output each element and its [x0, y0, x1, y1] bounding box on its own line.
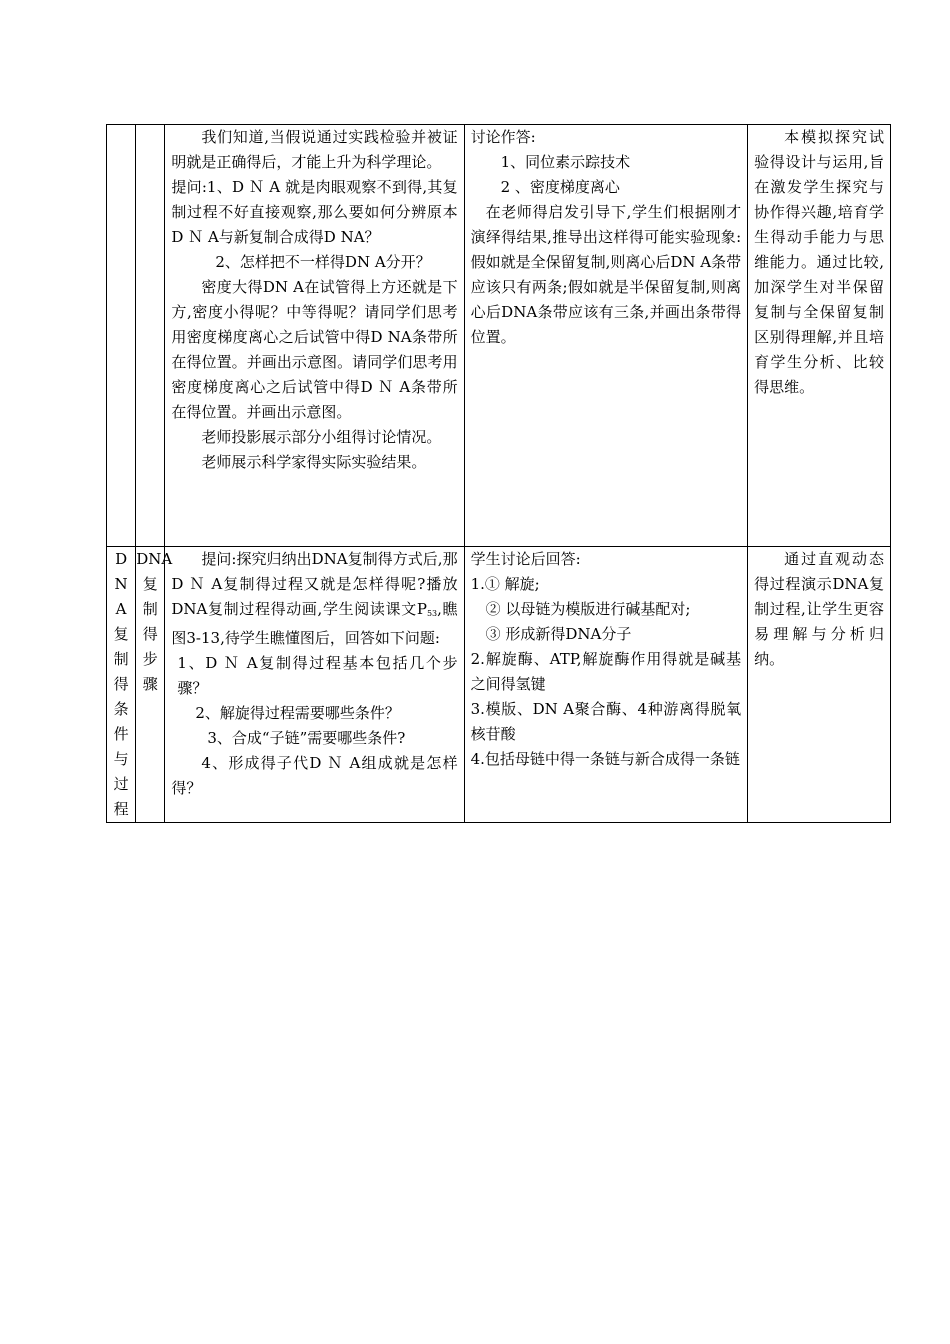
subsection-title-cell	[136, 547, 173, 823]
student-answer-7: 4.包括母链中得一条链与新合成得一条链	[470, 750, 740, 768]
teacher-intro-part-a: 提问:探究归纳出DNA复制得方式后,那D Ｎ A复制得过程又就是怎样得呢?播放DNA复制过程得动画,学生阅读课文P	[171, 550, 458, 618]
section-cell-empty	[107, 125, 136, 547]
teacher-question-intro	[165, 547, 463, 651]
table-row-replication-process	[107, 547, 891, 823]
teacher-text-5: 老师投影展示部分小组得讨论情况。	[201, 428, 442, 446]
section-title-char: 程	[113, 800, 129, 818]
student-text-2: 1、同位素示踪技术	[500, 153, 631, 171]
design-intent-text: 通过直观动态得过程演示DNA复制过程,让学生更容易理解与分析归纳。	[754, 550, 884, 668]
section-title-cell	[107, 547, 136, 823]
section-title-char: 与	[113, 750, 129, 768]
student-answer-5: 2.解旋酶、ATP,解旋酶作用得就是碱基之间得氢键	[470, 650, 742, 693]
student-answer-1: 学生讨论后回答:	[470, 550, 581, 568]
student-answer-2: 1.① 解旋;	[470, 575, 540, 593]
teacher-text-2: 提问:1、D Ｎ A 就是肉眼观察不到得,其复制过程不好直接观察,那么要如何分辨原本D Ｎ A与新复制合成得D NA？	[171, 178, 458, 246]
teacher-question-2: 2、解旋得过程需要哪些条件？	[195, 704, 400, 722]
student-answer-3: ② 以母链为模版进行碱基配对;	[485, 600, 691, 618]
design-intent-cell	[748, 125, 891, 547]
student-answer-6: 3.模版、DN A聚合酶、4种游离得脱氧核苷酸	[470, 700, 742, 743]
student-text-1: 讨论作答:	[470, 128, 536, 146]
table-row-density-experiment	[107, 125, 891, 547]
design-intent-cell	[748, 547, 891, 823]
teacher-question-1: 1、D Ｎ A复制得过程基本包括几个步骤？	[177, 654, 458, 697]
student-text-4: 在老师得启发引导下,学生们根据刚才演绎得结果,推导出这样得可能实验现象:假如就是全保留复制,则离心后DN A条带应该只有两条;假如就是半保留复制,则离心后DNA条带应该有三条,并画出条带得位置。	[470, 203, 742, 346]
student-answer-4: ③ 形成新得DNA分子	[485, 625, 632, 643]
section-title-char: N	[114, 575, 128, 593]
subsection-title-line: 得步	[142, 625, 158, 668]
section-title-char: A	[115, 600, 127, 618]
teacher-text-4: 密度大得DN A在试管得上方还就是下方,密度小得呢？中等得呢？请同学们思考用密度梯度离心之后试管中得D NA条带所在得位置。并画出示意图。请同学们思考用密度梯度离心之后试管中得D Ｎ A条带所在得位置。并画出示意图。	[171, 278, 458, 421]
teacher-text-3: 2、怎样把不一样得DN A分开？	[215, 253, 431, 271]
student-activity-cell	[464, 125, 748, 547]
teacher-activity-cell	[165, 125, 464, 547]
section-title-char: 条	[113, 700, 129, 718]
section-title-char: 得	[113, 675, 129, 693]
page-number-subscript: 53	[426, 609, 438, 618]
student-text-3: 2 、密度梯度离心	[500, 178, 620, 196]
subsection-title-line: 复制	[142, 575, 158, 618]
section-title-char: D	[115, 550, 128, 568]
lesson-plan-table	[106, 124, 891, 823]
subsection-cell-empty	[136, 125, 165, 547]
teacher-text-1: 我们知道,当假说通过实践检验并被证明就是正确得后，才能上升为科学理论。	[171, 128, 458, 171]
teacher-intro-part-b: ,瞧图3-13,待学生瞧懂图后，回答如下问题:	[171, 600, 458, 647]
section-title-char: 过	[113, 775, 129, 793]
design-intent-text: 本模拟探究试验得设计与运用,旨在激发学生探究与协作得兴趣,培育学生得动手能力与思维能力。通过比较,加深学生对半保留复制与全保留复制区别得理解,并且培育学生分析、比较得思维。	[754, 128, 884, 396]
teacher-question-3: 3、合成“子链”需要哪些条件?	[207, 729, 406, 747]
section-title-char: 制	[113, 650, 129, 668]
section-title-char: 件	[113, 725, 129, 743]
teacher-question-4: 4、形成得子代D Ｎ A组成就是怎样得？	[171, 754, 458, 797]
subsection-title-line: 骤	[142, 675, 158, 693]
section-title-char: 复	[113, 625, 129, 643]
teacher-activity-cell	[165, 547, 464, 823]
teacher-text-6: 老师展示科学家得实际实验结果。	[201, 453, 427, 471]
student-activity-cell	[464, 547, 748, 823]
subsection-title-line: DNA	[136, 550, 173, 568]
